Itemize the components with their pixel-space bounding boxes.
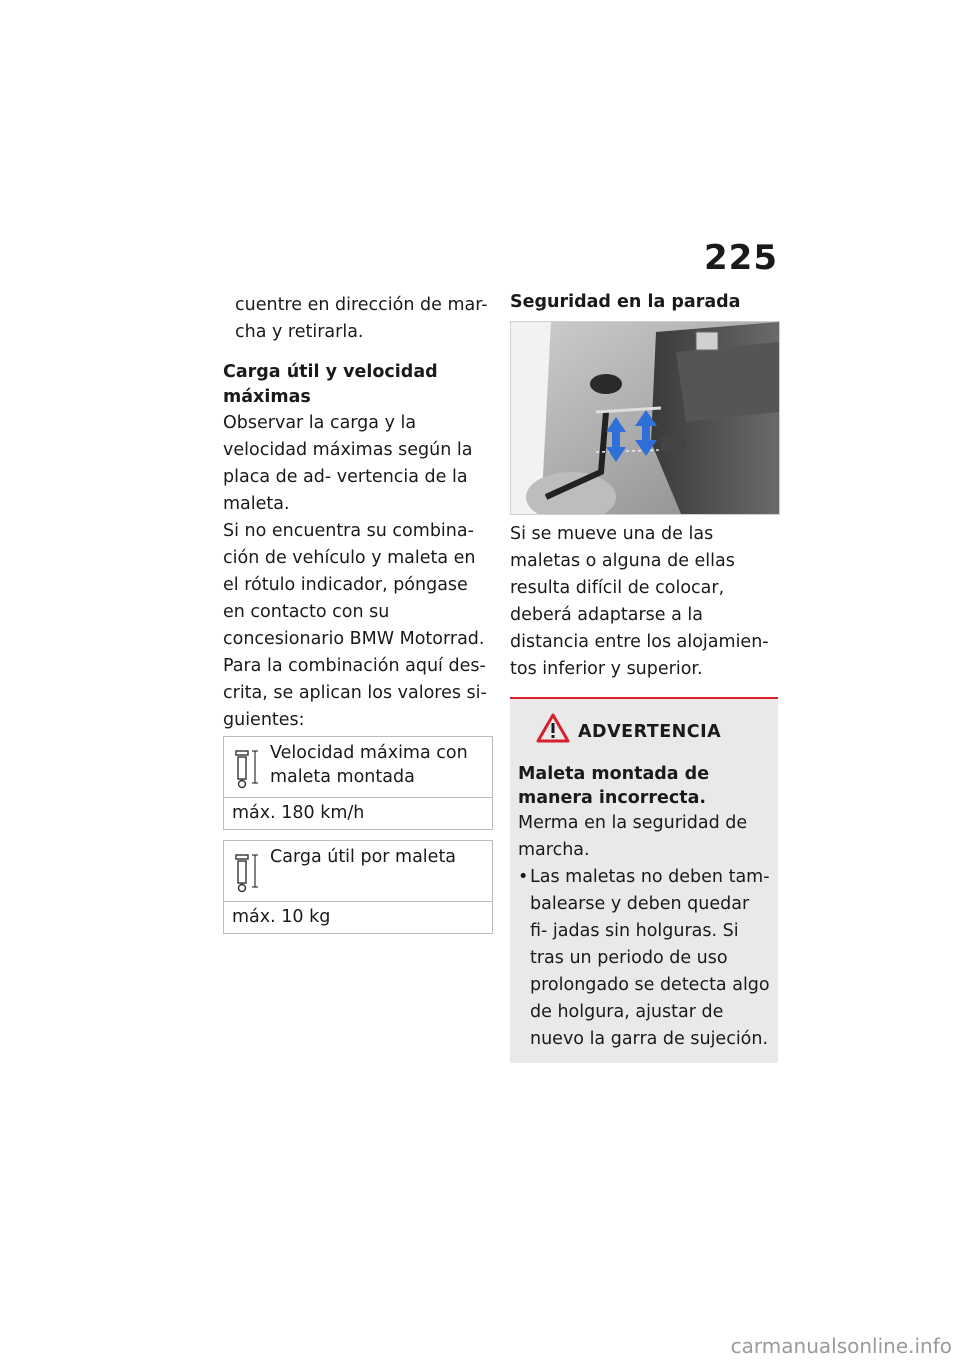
paragraph-contact: Si no encuentra su combina- ción de vehículo y maleta en el rótulo indicador, póngase en contacto con su concesionario BMW Motorrad. (223, 521, 485, 649)
paragraph-observe: Observar la carga y la velocidad máximas según la placa de ad- vertencia de la maleta. (223, 413, 473, 514)
warning-box (510, 697, 778, 1063)
page-number: 225 (704, 238, 778, 278)
paragraph-adjust: Si se mueve una de las maletas o alguna de ellas resulta difícil de colocar, deberá adaptarse a la distancia entre los alojamien- tos inferior y superior. (510, 524, 769, 679)
spec-table-speed (223, 736, 493, 830)
warning-triangle-icon (536, 713, 570, 752)
spec-value-load: máx. 10 kg (232, 907, 331, 927)
spec-label-load: Carga útil por maleta (270, 847, 457, 867)
spec-table-load (223, 840, 493, 934)
section-heading-parking: Seguridad en la parada (510, 292, 741, 312)
spec-label-speed: Velocidad máxima con maleta montada (270, 743, 468, 787)
paragraph-values: Para la combinación aquí des- crita, se aplican los valores si- guientes: (223, 656, 487, 730)
spec-value-speed: máx. 180 km/h (232, 803, 365, 823)
luggage-mount-photo (510, 321, 780, 515)
continued-text-line2: cha y retirarla. (235, 322, 364, 342)
section-heading-line1: Carga útil y velocidad (223, 362, 438, 382)
warning-heading: Maleta montada de manera incorrecta. (518, 764, 710, 808)
warning-text: Merma en la seguridad de marcha. (518, 813, 748, 860)
continued-text-line1: cuentre en dirección de mar- (235, 295, 488, 315)
warning-title: ADVERTENCIA (578, 722, 722, 742)
section-heading-load (223, 360, 493, 410)
right-column (510, 290, 780, 1063)
luggage-spec-icon (224, 845, 270, 895)
warning-bullet: • Las maletas no deben tam- balearse y deben quedar fi- jadas sin holguras. Si tras un periodo de uso prolongado se detecta algo de holgura, ajustar de nuevo la garra de sujeción. (518, 864, 770, 1053)
left-column (223, 292, 493, 934)
luggage-spec-icon (224, 741, 270, 791)
warning-bullet-text: Las maletas no deben tam- balearse y deben quedar fi- jadas sin holguras. Si tras un periodo de uso prolongado se detecta algo de holgura, ajustar de nuevo la garra de sujeción. (530, 867, 770, 1049)
watermark: carmanualsonline.info (730, 1334, 952, 1358)
section-heading-line2: máximas (223, 387, 311, 407)
